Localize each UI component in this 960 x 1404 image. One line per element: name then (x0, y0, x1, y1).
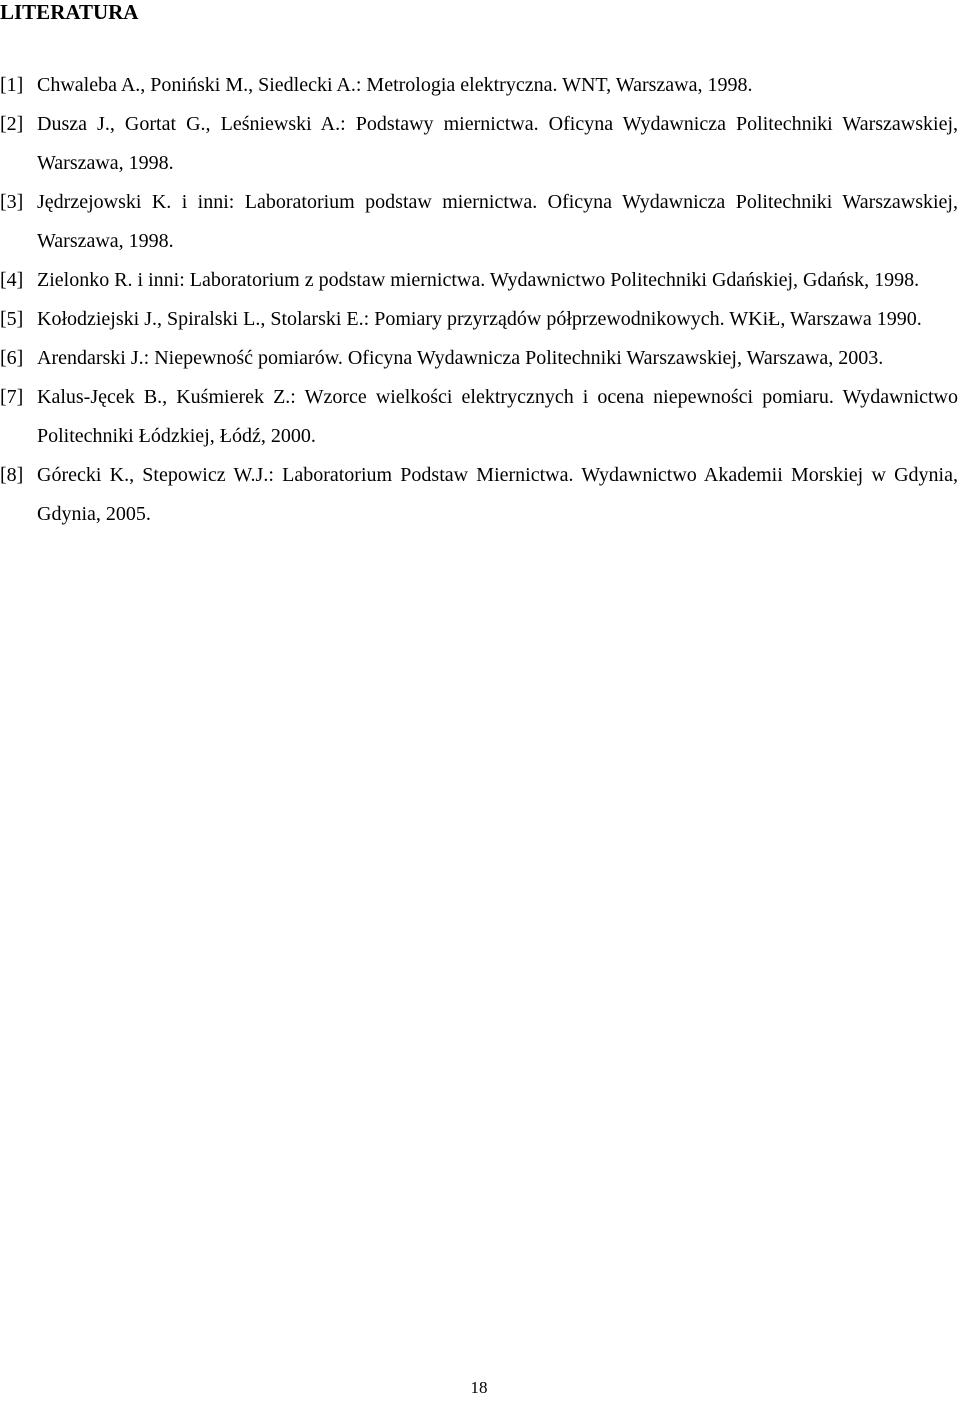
reference-number: [4] (0, 269, 24, 291)
section-heading: LITERATURA (0, 0, 139, 24)
reference-item (0, 339, 958, 378)
reference-item (0, 456, 958, 534)
reference-item (0, 183, 958, 261)
bibliography-list (0, 66, 958, 534)
reference-text: Górecki K., Stepowicz W.J.: Laboratorium Podstaw Miernictwa. Wydawnictwo Akademii Morskiej w Gdynia, Gdynia, 2005. (37, 464, 958, 525)
page-number: 18 (470, 1378, 488, 1397)
reference-text: Dusza J., Gortat G., Leśniewski A.: Podstawy miernictwa. Oficyna Wydawnicza Politechniki Warszawskiej, Warszawa, 1998. (37, 113, 958, 174)
reference-number: [2] (0, 113, 24, 135)
reference-number: [7] (0, 386, 24, 408)
reference-number: [3] (0, 191, 24, 213)
reference-item (0, 378, 958, 456)
reference-text: Kalus-Jęcek B., Kuśmierek Z.: Wzorce wielkości elektrycznych i ocena niepewności pomiaru. Wydawnictwo Politechniki Łódzkiej, Łódź, 2000. (37, 386, 958, 447)
reference-item (0, 66, 958, 105)
reference-number: [8] (0, 464, 24, 486)
reference-number: [5] (0, 308, 24, 330)
reference-text: Kołodziejski J., Spiralski L., Stolarski E.: Pomiary przyrządów półprzewodnikowych. WKiŁ, Warszawa 1990. (37, 308, 922, 330)
reference-number: [6] (0, 347, 24, 369)
reference-item (0, 300, 958, 339)
reference-text: Jędrzejowski K. i inni: Laboratorium podstaw miernictwa. Oficyna Wydawnicza Politechniki Warszawskiej, Warszawa, 1998. (37, 191, 958, 252)
reference-item (0, 105, 958, 183)
reference-item (0, 261, 958, 300)
reference-text: Arendarski J.: Niepewność pomiarów. Oficyna Wydawnicza Politechniki Warszawskiej, Warszawa, 2003. (37, 347, 884, 369)
reference-text: Chwaleba A., Poniński M., Siedlecki A.: Metrologia elektryczna. WNT, Warszawa, 1998. (37, 74, 753, 96)
reference-number: [1] (0, 74, 24, 96)
reference-text: Zielonko R. i inni: Laboratorium z podstaw miernictwa. Wydawnictwo Politechniki Gdańskiej, Gdańsk, 1998. (37, 269, 920, 291)
